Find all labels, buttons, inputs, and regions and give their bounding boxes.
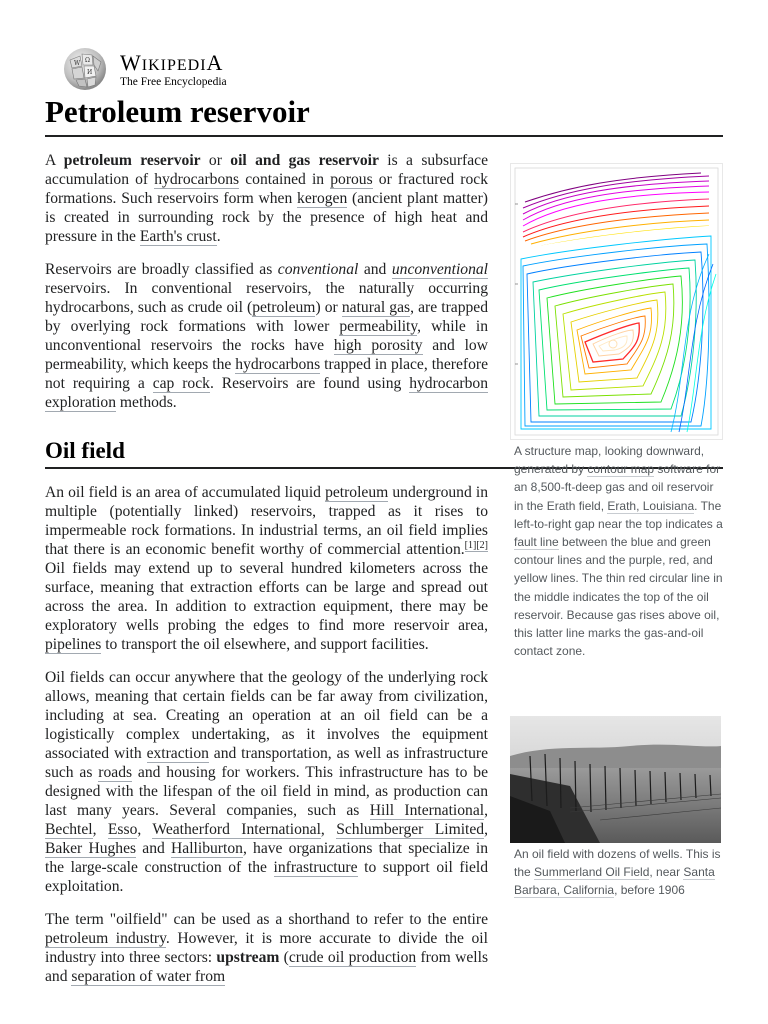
text: , [484, 802, 488, 819]
figure-structure-map [510, 163, 723, 660]
text: reservoirs. In conventional reservoirs, the naturally occurring hydrocarbons, such as crude oil ( [45, 280, 488, 316]
italic-term: conventional [277, 261, 359, 278]
link-high-porosity[interactable]: high porosity [333, 337, 423, 354]
link-weatherford[interactable]: Weatherford International [152, 821, 321, 838]
reference-2[interactable] [476, 540, 488, 552]
figure-summerland-oil-field [510, 716, 723, 900]
wordmark-letter-w: W [120, 50, 142, 75]
svg-text:И: И [87, 69, 93, 76]
text: The term "oilfield" can be used as a shorthand to refer to the entire [45, 911, 488, 928]
link-extraction[interactable]: extraction [146, 745, 209, 762]
article-body [45, 151, 488, 1000]
paragraph-oil-field-3 [45, 910, 488, 986]
link-bechtel[interactable]: Bechtel [45, 821, 93, 838]
text: and [136, 840, 172, 857]
text: , [320, 821, 337, 838]
paragraph-oil-field-1 [45, 483, 488, 654]
wordmark-letter-a: A [206, 50, 224, 75]
text: (ancient plant matter) is created in surrounding rock by the presence of high heat and pressure in the [45, 190, 488, 245]
link-pipelines[interactable]: pipelines [45, 636, 102, 653]
bold-term: upstream [216, 949, 280, 966]
link-permeability[interactable]: permeability [339, 318, 418, 335]
link-cap-rock[interactable]: cap rock [152, 375, 210, 392]
link-summerland-oil-field[interactable]: Summerland Oil Field [534, 865, 650, 880]
page-title: Petroleum reservoir [45, 92, 723, 137]
text: Oil fields can occur anywhere that the geology of the underlying rock allows, meaning that certain fields can be far away from civilization, including at sea. Creating an operation at an oil field can be a logistically complex undertaking, as it involves the equipment associated with [45, 669, 488, 762]
text: An oil field with dozens of wells. This is the [514, 847, 721, 880]
paragraph-oil-field-2 [45, 668, 488, 896]
text: is a subsurface accumulation of [45, 152, 488, 188]
text: and [358, 261, 392, 278]
reference-1[interactable] [465, 540, 477, 552]
summerland-photo[interactable] [510, 716, 721, 843]
text: ) or [315, 299, 342, 316]
link-petroleum-industry[interactable]: petroleum industry [45, 930, 166, 947]
wordmark[interactable] [120, 50, 223, 76]
text: and low permeability, which keeps the [45, 337, 488, 373]
text: , have organizations that specialize in the large-scale construction of the [45, 840, 489, 876]
text: . [216, 228, 221, 245]
link-contour-map[interactable]: contour map [587, 462, 655, 477]
text: An oil field is an area of accumulated liquid [45, 484, 326, 501]
structure-map-image[interactable] [510, 163, 723, 440]
oil-field-photo-graphic [510, 716, 721, 843]
text: . However, it is more accurate to divide the oil industry into three sectors: [45, 930, 488, 966]
link-baker-hughes[interactable]: Baker Hughes [45, 840, 137, 857]
paragraph-intro-2 [45, 260, 488, 412]
text: . Reservoirs are found using [209, 375, 410, 392]
text: underground in multiple (potentially linked) reservoirs, trapped as it rises to impermeable rock formations. In industrial terms, an oil field implies that there is an economic benefit worthy of commercial attention. [45, 484, 488, 558]
text: trapped in place, therefore not requiring a [45, 356, 488, 392]
link-crude-oil-production[interactable]: crude oil production [288, 949, 417, 966]
bold-term: oil and gas reservoir [230, 152, 379, 169]
text: to support oil field exploitation. [45, 859, 488, 895]
text: , [137, 821, 153, 838]
link-natural-gas[interactable]: natural gas [341, 299, 411, 316]
link-halliburton[interactable]: Halliburton [171, 840, 243, 857]
text: Oil fields may extend up to several hundred kilometers across the surface, meaning that extraction efforts can be large and spread out across the area. In addition to extraction equipment, there may be exploratory wells probing the edges to find more reservoir area, [45, 560, 488, 634]
text: A structure map, looking downward, generated by [514, 444, 705, 477]
link-porous[interactable]: porous [330, 171, 373, 188]
text: , are trapped by overlying rock formations with lower [45, 299, 489, 335]
link-schlumberger[interactable]: Schlumberger Limited [336, 821, 485, 838]
bold-term: petroleum reservoir [63, 152, 201, 169]
text: , [92, 821, 108, 838]
link-earths-crust[interactable]: Earth's crust [139, 228, 217, 245]
text: A [45, 152, 64, 169]
text: to transport the oil elsewhere, and support facilities. [101, 636, 429, 653]
text: or fractured rock formations. Such reservoirs form when [45, 171, 488, 207]
reference-link-1[interactable]: [1] [464, 539, 477, 551]
figure-summerland-caption [510, 845, 723, 900]
link-esso[interactable]: Esso [107, 821, 138, 838]
figure-structure-map-caption [510, 442, 723, 660]
wikipedia-globe-logo[interactable] [62, 46, 108, 92]
link-petroleum-2[interactable]: petroleum [325, 484, 389, 501]
text: Reservoirs are broadly classified as [45, 261, 278, 278]
text: and housing for workers. This infrastructure has to be designed with the lifespan of the oil field in mind, as production can last many years. Several companies, such as [45, 764, 488, 819]
link-hill-international[interactable]: Hill International [369, 802, 485, 819]
link-fault-line[interactable]: fault line [514, 535, 559, 550]
text: and transportation, as well as infrastructure such as [45, 745, 489, 781]
link-erath-louisiana[interactable]: Erath, Louisiana [607, 498, 695, 513]
link-infrastructure[interactable]: infrastructure [273, 859, 358, 876]
text: , before 1906 [614, 883, 685, 898]
text: ( [279, 949, 289, 966]
link-roads[interactable]: roads [98, 764, 133, 781]
text: software for an 8,500-ft-deep gas and oil reservoir in the Erath field, [514, 462, 721, 513]
text: , while in unconventional reservoirs the rocks have [45, 318, 488, 354]
text: methods. [116, 394, 177, 411]
text: , near [649, 865, 684, 880]
text: or [200, 152, 231, 169]
site-header [62, 46, 282, 94]
text: . The left-to-right gap near the top indicates a [514, 498, 723, 531]
svg-text:W: W [74, 60, 81, 67]
section-heading-oil-field: Oil field [45, 436, 723, 469]
link-hydrocarbons-2[interactable]: hydrocarbons [235, 356, 321, 373]
text: , [484, 821, 489, 838]
link-unconventional[interactable]: unconventional [391, 261, 488, 278]
tagline: The Free Encyclopedia [120, 76, 227, 88]
link-hydrocarbons[interactable]: hydrocarbons [154, 171, 240, 188]
text: from wells and [45, 949, 489, 985]
wordmark-smallcaps: IKIPEDI [141, 57, 207, 74]
reference-link-2[interactable]: [2] [476, 539, 488, 551]
text: contained in [239, 171, 331, 188]
text: between the blue and green contour lines and the purple, red, and yellow lines. The thin red circular line in the middle indicates the top of the oil reservoir. Because gas rises above oil, this latter line marks the gas-and-oil contact zone. [514, 535, 723, 659]
link-separation-of-water[interactable]: separation of water from [71, 968, 226, 985]
paragraph-intro-1 [45, 151, 488, 246]
svg-text:Ω: Ω [85, 57, 90, 64]
link-santa-barbara[interactable]: Santa Barbara, California [514, 865, 715, 898]
link-hydrocarbon-exploration[interactable]: hydrocarbon exploration [45, 375, 489, 411]
link-kerogen[interactable]: kerogen [297, 190, 348, 207]
link-petroleum[interactable]: petroleum [252, 299, 316, 316]
contour-map-graphic [511, 164, 722, 439]
